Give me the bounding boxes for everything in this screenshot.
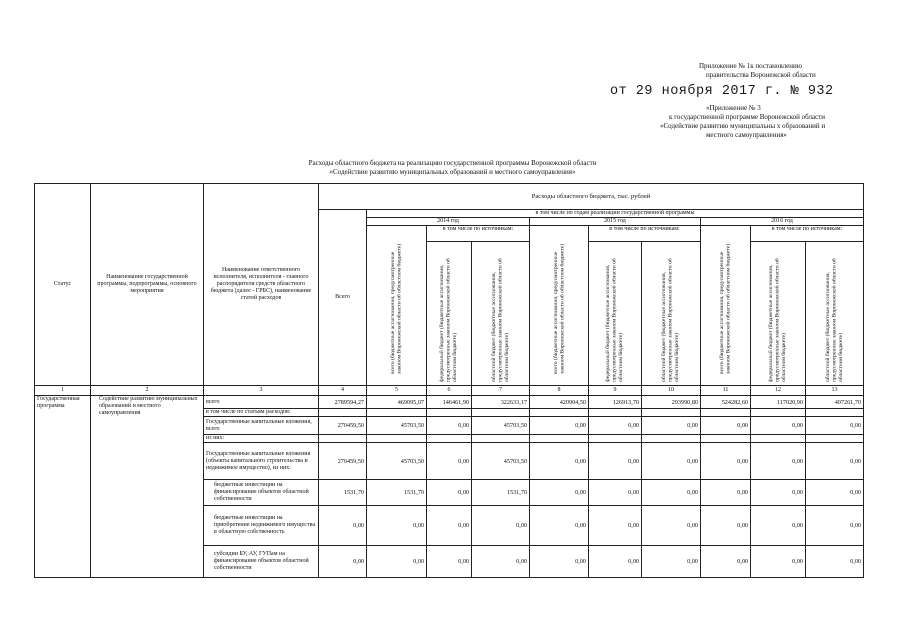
cell-value — [806, 409, 864, 417]
cell-value: 322633,17 — [472, 396, 530, 409]
row-label: бюджетные инвестиции на финансирование объектов областной собственности — [204, 480, 319, 506]
row-label: субсидии БУ, АУ, ГУПам на финансирование объектов областной собственности — [204, 546, 319, 578]
col-number: 4 — [319, 386, 367, 396]
row-label: из них: — [204, 435, 319, 443]
cell-value: 270459,50 — [319, 443, 367, 480]
header-2016-total: всего (бюджетные ассигнования, предусмотренные законом Воронежской области об областном бюджете) — [701, 226, 751, 386]
cell-value: 0,00 — [642, 546, 701, 578]
cell-value: 0,00 — [642, 417, 701, 435]
cell-value: 0,00 — [589, 480, 642, 506]
col-number: 12 — [751, 386, 806, 396]
annex-sub-3: «Содействие развитию муниципальны х образований и — [660, 122, 826, 130]
header-2014-federal: федеральный бюджет (бюджетные ассигнования, предусмотренные законом Воронежской области об областном бюджете) — [427, 242, 472, 386]
header-2014-total: всего (бюджетные ассигнования, предусмотренные законом Воронежской области об областном бюджете) — [367, 226, 427, 386]
cell-value: 0,00 — [530, 480, 589, 506]
col-number: 8 — [530, 386, 589, 396]
cell-value: 0,00 — [427, 480, 472, 506]
cell-value: 524282,60 — [701, 396, 751, 409]
cell-value: 2789594,27 — [319, 396, 367, 409]
cell-value: 0,00 — [367, 546, 427, 578]
header-2014-sources: в том числе по источникам: — [427, 226, 530, 242]
col-number: 11 — [701, 386, 751, 396]
cell-value — [751, 435, 806, 443]
cell-value: 0,00 — [806, 417, 864, 435]
table-row — [35, 396, 864, 409]
cell-value: 126913,70 — [589, 396, 642, 409]
cell-value: 117020,90 — [751, 396, 806, 409]
cell-value — [367, 435, 427, 443]
header-year-2016: 2016 год — [701, 218, 864, 226]
annex-line-1: Приложение № 1к постановлению — [699, 62, 802, 70]
header-2016-regional: областной бюджет (бюджетные ассигнования, предусмотренные законом Воронежской области об областном бюджете) — [806, 242, 864, 386]
col-number: 6 — [427, 386, 472, 396]
cell-value: 45703,50 — [367, 443, 427, 480]
cell-value: 0,00 — [701, 443, 751, 480]
column-numbers-row — [35, 386, 864, 396]
cell-value — [427, 409, 472, 417]
annex-line-2: правительства Воронежской области — [706, 71, 816, 79]
cell-value: 0,00 — [806, 443, 864, 480]
header-total: Всего — [319, 210, 367, 386]
cell-value — [319, 409, 367, 417]
cell-value — [319, 435, 367, 443]
cell-value: 1531,70 — [319, 480, 367, 506]
header-2016-sources: в том числе по источникам: — [751, 226, 864, 242]
decree-date-stamp: от 29 ноября 2017 г. № 932 — [610, 84, 834, 99]
cell-value: 0,00 — [427, 546, 472, 578]
cell-value — [701, 435, 751, 443]
cell-value: 0,00 — [427, 417, 472, 435]
cell-value — [530, 409, 589, 417]
cell-value: 45703,50 — [472, 443, 530, 480]
cell-value: 0,00 — [642, 480, 701, 506]
cell-value: 469095,07 — [367, 396, 427, 409]
cell-value: 0,00 — [751, 417, 806, 435]
cell-value: 0,00 — [472, 506, 530, 546]
cell-value: 45703,50 — [367, 417, 427, 435]
program-name-cell: Содействие развитию муниципальных образований и местного самоуправления — [91, 396, 204, 578]
header-program-name: Наименование государственной программы, подпрограммы, основного мероприятия — [91, 184, 204, 386]
cell-value — [589, 409, 642, 417]
annex-sub-2: к государственной программе Воронежской области — [669, 113, 826, 121]
cell-value: 0,00 — [589, 417, 642, 435]
row-label: бюджетные инвестиции на приобретение недвижимого имущества в областную собственность — [204, 506, 319, 546]
col-number: 7 — [472, 386, 530, 396]
header-2015-total: всего (бюджетные ассигнования, предусмотренные законом Воронежской области об областном бюджете) — [530, 226, 589, 386]
cell-value: 0,00 — [367, 506, 427, 546]
cell-value: 0,00 — [319, 546, 367, 578]
header-year-2015: 2015 год — [530, 218, 701, 226]
header-expenses: Расходы областного бюджета, тыс. рублей — [319, 184, 864, 210]
cell-value: 45703,50 — [472, 417, 530, 435]
col-number: 3 — [204, 386, 319, 396]
cell-value — [751, 409, 806, 417]
header-2014-regional: областной бюджет (бюджетные ассигнования, предусмотренные законом Воронежской области об областном бюджете) — [472, 242, 530, 386]
cell-value — [367, 409, 427, 417]
header-2016-federal: федеральный бюджет (бюджетные ассигнования, предусмотренные законом Воронежской области об областном бюджете) — [751, 242, 806, 386]
status-cell: Государственная программа — [35, 396, 91, 578]
cell-value: 0,00 — [642, 443, 701, 480]
row-label: в том числе по статьям расходов: — [204, 409, 319, 417]
cell-value: 0,00 — [751, 506, 806, 546]
annex-sub-1: «Приложение № 3 — [706, 104, 761, 112]
cell-value — [642, 435, 701, 443]
cell-value — [806, 435, 864, 443]
cell-value: 0,00 — [530, 546, 589, 578]
cell-value: 0,00 — [701, 480, 751, 506]
expenses-table — [34, 183, 864, 578]
cell-value: 0,00 — [701, 506, 751, 546]
cell-value — [472, 435, 530, 443]
cell-value: 270459,50 — [319, 417, 367, 435]
col-number: 10 — [642, 386, 701, 396]
cell-value: 407261,70 — [806, 396, 864, 409]
annex-sub-4: местного самоуправления» — [706, 131, 787, 139]
header-2015-sources: в том числе по источникам: — [589, 226, 701, 242]
col-number: 13 — [806, 386, 864, 396]
cell-value: 0,00 — [427, 506, 472, 546]
cell-value: 0,00 — [589, 506, 642, 546]
cell-value: 1531,70 — [367, 480, 427, 506]
cell-value: 0,00 — [642, 506, 701, 546]
cell-value — [701, 409, 751, 417]
cell-value: 0,00 — [751, 443, 806, 480]
cell-value: 0,00 — [427, 443, 472, 480]
cell-value: 0,00 — [701, 546, 751, 578]
cell-value: 0,00 — [530, 417, 589, 435]
cell-value — [427, 435, 472, 443]
cell-value: 0,00 — [589, 546, 642, 578]
cell-value: 0,00 — [530, 506, 589, 546]
row-label: всего — [204, 396, 319, 409]
header-2015-federal: федеральный бюджет (бюджетные ассигнования, предусмотренные законом Воронежской области об областном бюджете) — [589, 242, 642, 386]
col-number: 9 — [589, 386, 642, 396]
header-status: Статус — [35, 184, 91, 386]
cell-value: 0,00 — [751, 480, 806, 506]
cell-value: 420904,50 — [530, 396, 589, 409]
col-number: 2 — [91, 386, 204, 396]
cell-value: 0,00 — [751, 546, 806, 578]
cell-value — [642, 409, 701, 417]
cell-value: 0,00 — [701, 417, 751, 435]
doc-title-line-1: Расходы областного бюджета на реализацию государственной программы Воронежской области — [308, 159, 597, 167]
cell-value — [530, 435, 589, 443]
cell-value: 0,00 — [806, 546, 864, 578]
cell-value: 0,00 — [472, 546, 530, 578]
cell-value: 0,00 — [319, 506, 367, 546]
cell-value — [589, 435, 642, 443]
cell-value — [472, 409, 530, 417]
cell-value: 0,00 — [589, 443, 642, 480]
cell-value: 293990,80 — [642, 396, 701, 409]
row-label: Государственные капитальные вложения (объекты капитального строительства и недвижимое имущество), из них: — [204, 443, 319, 480]
header-year-2014: 2014 год — [367, 218, 530, 226]
header-by-years: в том числе по годам реализации государственной программы — [367, 210, 864, 218]
col-number: 5 — [367, 386, 427, 396]
header-2015-regional: областной бюджет (бюджетные ассигнования, предусмотренные законом Воронежской области об областном бюджете) — [642, 242, 701, 386]
row-label: Государственные капитальные вложения, всего — [204, 417, 319, 435]
cell-value: 0,00 — [806, 480, 864, 506]
doc-title-line-2: «Содействие развитию муниципальных образований и местного самоуправления» — [329, 168, 576, 176]
cell-value: 1531,70 — [472, 480, 530, 506]
cell-value: 146461,90 — [427, 396, 472, 409]
header-responsible: Наименование ответственного исполнителя, исполнителя - главного распорядителя средств областного бюджета (далее - ГРБС), наименование статей расходов — [204, 184, 319, 386]
col-number: 1 — [35, 386, 91, 396]
cell-value: 0,00 — [806, 506, 864, 546]
cell-value: 0,00 — [530, 443, 589, 480]
